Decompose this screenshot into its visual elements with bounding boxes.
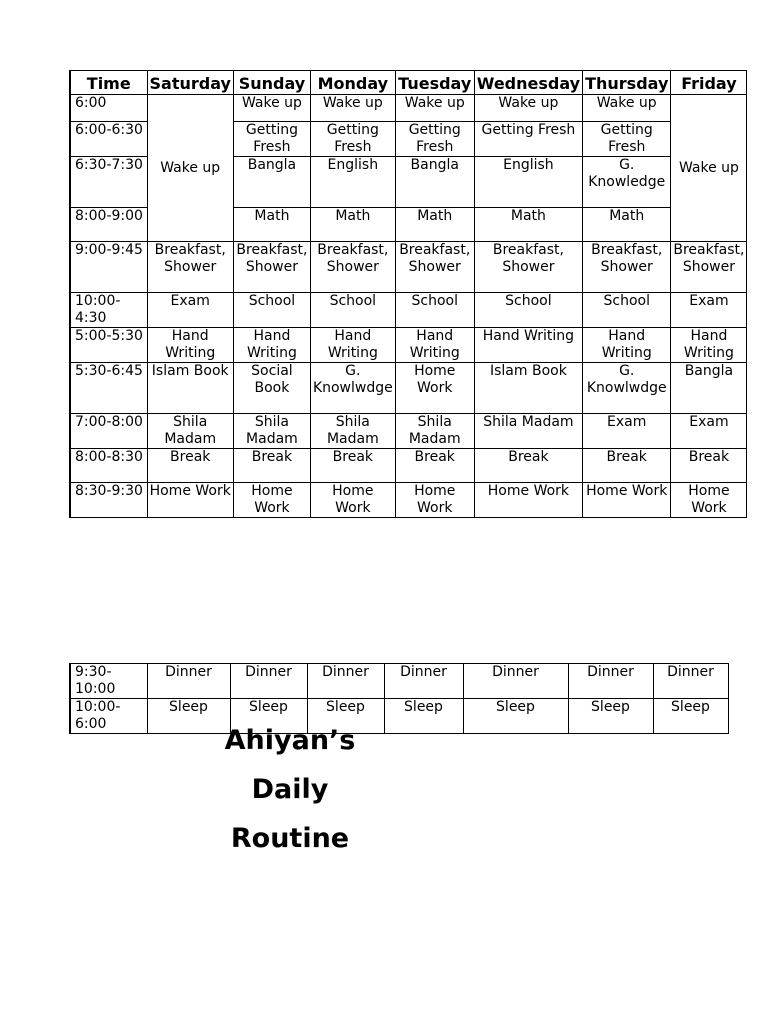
table-cell: Dinner bbox=[230, 664, 307, 699]
table-cell: Hand Writing bbox=[583, 328, 671, 363]
document-title bbox=[190, 716, 390, 863]
table-cell: Math bbox=[583, 208, 671, 242]
table-cell: Dinner bbox=[147, 664, 230, 699]
table-cell: Break bbox=[395, 449, 474, 483]
table-cell: Home Work bbox=[310, 483, 395, 518]
table-cell: Hand Writing bbox=[671, 328, 747, 363]
header-sunday: Sunday bbox=[233, 71, 310, 95]
table-cell: G. Knowlwdge bbox=[583, 363, 671, 414]
table-cell: Breakfast, Shower bbox=[233, 242, 310, 293]
table-cell: Wake up bbox=[310, 95, 395, 122]
table-cell: Wake up bbox=[233, 95, 310, 122]
table-cell: School bbox=[310, 293, 395, 328]
table-cell: School bbox=[583, 293, 671, 328]
table-row bbox=[70, 328, 747, 363]
routine-table-continued bbox=[69, 663, 729, 734]
table-cell: Break bbox=[583, 449, 671, 483]
table-cell: Wake up bbox=[474, 95, 582, 122]
table-cell: Breakfast, Shower bbox=[671, 242, 747, 293]
time-cell: 9:00-9:45 bbox=[70, 242, 147, 293]
table-cell: Wake up bbox=[395, 95, 474, 122]
title-line: Routine bbox=[230, 823, 350, 854]
table-cell: Shila Madam bbox=[233, 414, 310, 449]
table-row bbox=[70, 363, 747, 414]
table-cell: Hand Writing bbox=[310, 328, 395, 363]
time-cell: 6:30-7:30 bbox=[70, 157, 147, 208]
table-cell: Bangla bbox=[233, 157, 310, 208]
title-line: Ahiyan’s bbox=[224, 725, 356, 756]
table-cell: Breakfast, Shower bbox=[395, 242, 474, 293]
table-cell: Wake up bbox=[583, 95, 671, 122]
table-cell: Dinner bbox=[653, 664, 728, 699]
table-cell: Sleep bbox=[307, 699, 384, 734]
table-cell: Hand Writing bbox=[395, 328, 474, 363]
time-cell: 5:30-6:45 bbox=[70, 363, 147, 414]
table-cell: Home Work bbox=[671, 483, 747, 518]
table-row bbox=[70, 95, 747, 122]
table-cell: Break bbox=[233, 449, 310, 483]
table-cell: Sleep bbox=[384, 699, 463, 734]
table-row bbox=[70, 293, 747, 328]
table-row bbox=[70, 414, 747, 449]
table-cell: Getting Fresh bbox=[474, 122, 582, 157]
table-cell: Home Work bbox=[474, 483, 582, 518]
table-cell: Shila Madam bbox=[147, 414, 233, 449]
table-cell: Home Work bbox=[395, 363, 474, 414]
table-cell: Islam Book bbox=[474, 363, 582, 414]
table-cell: Break bbox=[671, 449, 747, 483]
time-cell: 10:00-6:00 bbox=[70, 699, 147, 734]
table-cell: Getting Fresh bbox=[233, 122, 310, 157]
header-row bbox=[70, 71, 747, 95]
friday-wake-up-cell: Wake up bbox=[671, 95, 747, 242]
time-cell: 6:00 bbox=[70, 95, 147, 122]
table-cell: Home Work bbox=[147, 483, 233, 518]
time-cell: 6:00-6:30 bbox=[70, 122, 147, 157]
table-cell: Home Work bbox=[583, 483, 671, 518]
table-cell: Exam bbox=[671, 293, 747, 328]
header-monday: Monday bbox=[310, 71, 395, 95]
table-cell: Exam bbox=[583, 414, 671, 449]
table-cell: Getting Fresh bbox=[310, 122, 395, 157]
table-cell: Getting Fresh bbox=[395, 122, 474, 157]
saturday-wake-up-cell: Wake up bbox=[147, 95, 233, 242]
table-cell: Sleep bbox=[230, 699, 307, 734]
table-cell: Home Work bbox=[395, 483, 474, 518]
time-cell: 8:00-9:00 bbox=[70, 208, 147, 242]
table-cell: Math bbox=[474, 208, 582, 242]
table-cell: English bbox=[310, 157, 395, 208]
time-cell: 8:30-9:30 bbox=[70, 483, 147, 518]
header-time: Time bbox=[70, 71, 147, 95]
table-cell: Home Work bbox=[233, 483, 310, 518]
table-cell: School bbox=[233, 293, 310, 328]
table-row bbox=[70, 483, 747, 518]
table-cell: Break bbox=[310, 449, 395, 483]
table-cell: Dinner bbox=[463, 664, 568, 699]
table-cell: Sleep bbox=[653, 699, 728, 734]
time-cell: 7:00-8:00 bbox=[70, 414, 147, 449]
table-cell: Shila Madam bbox=[474, 414, 582, 449]
table-cell: Math bbox=[310, 208, 395, 242]
table-cell: Sleep bbox=[568, 699, 653, 734]
table-cell: Math bbox=[233, 208, 310, 242]
table-cell: Math bbox=[395, 208, 474, 242]
table-cell: Exam bbox=[147, 293, 233, 328]
table-cell: Sleep bbox=[147, 699, 230, 734]
table-row bbox=[70, 699, 728, 734]
table-cell: Breakfast, Shower bbox=[474, 242, 582, 293]
table-cell: Break bbox=[474, 449, 582, 483]
routine-table bbox=[69, 70, 747, 518]
table-cell: School bbox=[395, 293, 474, 328]
time-cell: 5:00-5:30 bbox=[70, 328, 147, 363]
table-cell: Bangla bbox=[395, 157, 474, 208]
table-cell: Shila Madam bbox=[395, 414, 474, 449]
table-cell: Sleep bbox=[463, 699, 568, 734]
table-cell: Islam Book bbox=[147, 363, 233, 414]
time-cell: 10:00-4:30 bbox=[70, 293, 147, 328]
header-tuesday: Tuesday bbox=[395, 71, 474, 95]
table-cell: School bbox=[474, 293, 582, 328]
header-thursday: Thursday bbox=[583, 71, 671, 95]
table-cell: Bangla bbox=[671, 363, 747, 414]
table-cell: Exam bbox=[671, 414, 747, 449]
table-cell: Breakfast, Shower bbox=[583, 242, 671, 293]
table-row bbox=[70, 449, 747, 483]
table-cell: Hand Writing bbox=[233, 328, 310, 363]
table-cell: G. Knowlwdge bbox=[310, 363, 395, 414]
header-wednesday: Wednesday bbox=[474, 71, 582, 95]
header-saturday: Saturday bbox=[147, 71, 233, 95]
time-cell: 9:30-10:00 bbox=[70, 664, 147, 699]
table-cell: Hand Writing bbox=[474, 328, 582, 363]
table-cell: Hand Writing bbox=[147, 328, 233, 363]
table-row bbox=[70, 242, 747, 293]
table-cell: Breakfast, Shower bbox=[310, 242, 395, 293]
time-cell: 8:00-8:30 bbox=[70, 449, 147, 483]
table-cell: Getting Fresh bbox=[583, 122, 671, 157]
table-cell: Breakfast, Shower bbox=[147, 242, 233, 293]
table-cell: Shila Madam bbox=[310, 414, 395, 449]
table-cell: Break bbox=[147, 449, 233, 483]
table-cell: English bbox=[474, 157, 582, 208]
table-cell: Dinner bbox=[568, 664, 653, 699]
header-friday: Friday bbox=[671, 71, 747, 95]
table-cell: Dinner bbox=[384, 664, 463, 699]
table-cell: G. Knowledge bbox=[583, 157, 671, 208]
table-cell: Dinner bbox=[307, 664, 384, 699]
title-line: Daily bbox=[251, 774, 329, 805]
table-cell: Social Book bbox=[233, 363, 310, 414]
table-row bbox=[70, 664, 728, 699]
